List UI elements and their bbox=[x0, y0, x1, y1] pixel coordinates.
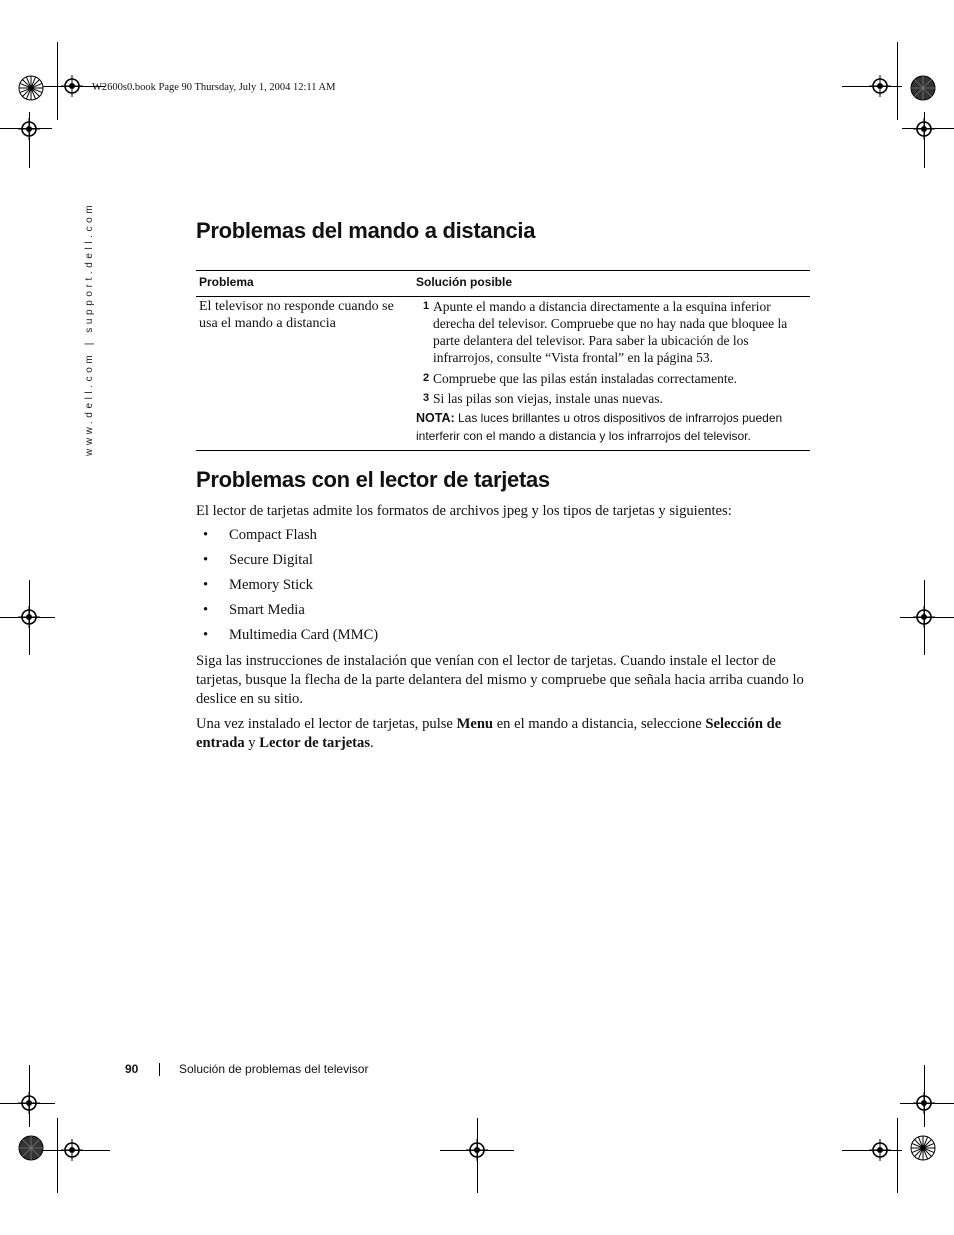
table-header-rule bbox=[196, 296, 810, 297]
starburst-mark-icon bbox=[910, 75, 936, 101]
card-type-label: Multimedia Card (MMC) bbox=[229, 627, 379, 643]
usage-text: y bbox=[244, 735, 260, 751]
registration-mark-icon bbox=[18, 1092, 40, 1114]
footer-divider bbox=[159, 1063, 160, 1076]
solution-step bbox=[423, 298, 811, 366]
bullet-icon: • bbox=[203, 527, 209, 543]
bullet-icon: • bbox=[203, 602, 209, 618]
menu-term: Menu bbox=[456, 716, 494, 732]
card-type-label: Secure Digital bbox=[229, 552, 313, 568]
starburst-mark-icon bbox=[18, 1135, 44, 1161]
registration-mark-icon bbox=[869, 1139, 891, 1161]
card-type-label: Compact Flash bbox=[229, 527, 317, 543]
card-reader-intro: El lector de tarjetas admite los formatos de archivos jpeg y los tipos de tarjetas y siguientes: bbox=[196, 503, 732, 519]
install-instructions: Siga las instrucciones de instalación que venían con el lector de tarjetas. Cuando instale el lector de tarjetas, busque la flecha de la parte delantera del mismo y compruebe que señala hacia arriba cuando lo deslice en su sitio. bbox=[196, 653, 804, 707]
usage-text: en el mando a distancia, seleccione bbox=[493, 716, 706, 732]
registration-mark-icon bbox=[913, 1092, 935, 1114]
column-header-solution: Solución posible bbox=[416, 275, 513, 289]
step-text: Compruebe que las pilas están instaladas correctamente. bbox=[433, 371, 738, 386]
note-label: NOTA: bbox=[416, 411, 455, 425]
usage-text: Una vez instalado el lector de tarjetas, pulse bbox=[196, 716, 457, 732]
footer-chapter-title: Solución de problemas del televisor bbox=[179, 1062, 369, 1076]
bullet-icon: • bbox=[203, 552, 209, 568]
bullet-icon: • bbox=[203, 627, 209, 643]
registration-mark-icon bbox=[18, 118, 40, 140]
table-top-rule bbox=[196, 270, 810, 271]
registration-mark-icon bbox=[18, 606, 40, 628]
card-type-label: Smart Media bbox=[229, 602, 305, 618]
usage-instructions bbox=[196, 715, 808, 753]
problem-cell: El televisor no responde cuando se usa el mando a distancia bbox=[199, 299, 394, 331]
registration-mark-icon bbox=[466, 1139, 488, 1161]
starburst-mark-icon bbox=[18, 75, 44, 101]
note-block bbox=[416, 409, 814, 445]
table-bottom-rule bbox=[196, 450, 810, 451]
side-url-text: www.dell.com | support.dell.com bbox=[84, 201, 95, 456]
registration-mark-icon bbox=[913, 606, 935, 628]
registration-mark-icon bbox=[913, 118, 935, 140]
card-type-label: Memory Stick bbox=[229, 577, 313, 593]
note-text: Las luces brillantes u otros dispositivos de infrarrojos pueden interferir con el mando a distancia y los infrarrojos del televisor. bbox=[416, 411, 783, 443]
step-number: 3 bbox=[423, 392, 430, 404]
starburst-mark-icon bbox=[910, 1135, 936, 1161]
registration-mark-icon bbox=[869, 75, 891, 97]
page-number: 90 bbox=[125, 1062, 139, 1076]
step-text: Apunte el mando a distancia directamente a la esquina inferior derecha del televisor. Compruebe que no hay nada que bloquee la parte delantera del televisor. Para saber la ubicación de los infrarrojos, consulte “Vista frontal” en la página 53. bbox=[433, 299, 788, 365]
section-title-card-reader: Problemas con el lector de tarjetas bbox=[196, 467, 550, 492]
usage-text: . bbox=[370, 735, 374, 751]
book-header-info: W2600s0.book Page 90 Thursday, July 1, 2004 12:11 AM bbox=[92, 82, 336, 93]
section-title-remote: Problemas del mando a distancia bbox=[196, 218, 536, 243]
bullet-icon: • bbox=[203, 577, 209, 593]
solution-step bbox=[423, 390, 811, 407]
input-selection-term: Selección de entrada bbox=[196, 716, 782, 751]
card-reader-term: Lector de tarjetas bbox=[259, 735, 371, 751]
step-text: Si las pilas son viejas, instale unas nuevas. bbox=[433, 391, 663, 406]
step-number: 1 bbox=[423, 300, 430, 312]
column-header-problem: Problema bbox=[199, 275, 254, 289]
registration-mark-icon bbox=[61, 75, 83, 97]
registration-mark-icon bbox=[61, 1139, 83, 1161]
step-number: 2 bbox=[423, 372, 430, 384]
solution-step bbox=[423, 370, 811, 387]
